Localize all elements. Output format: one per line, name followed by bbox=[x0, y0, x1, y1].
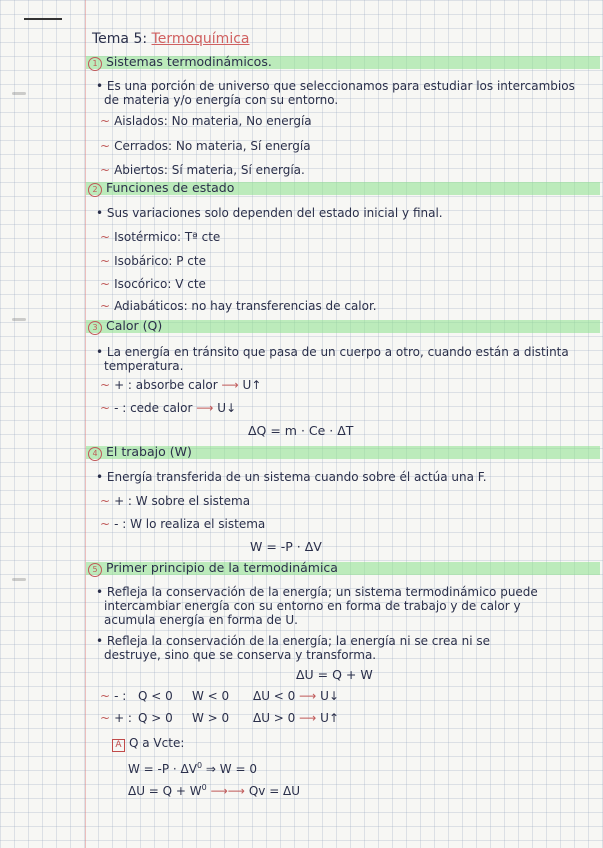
s2-item: ~ Isobárico: P cte bbox=[100, 254, 206, 268]
u-decrease: U↓ bbox=[217, 401, 237, 415]
binder-mark bbox=[12, 92, 26, 95]
section-4-heading bbox=[88, 445, 192, 461]
subsection-a-formula-1: $W = -P \cdot \Delta V^0$ ⇒ W = 0 bbox=[128, 761, 257, 776]
du-positive: ΔU > 0 ⟶ U↑ bbox=[253, 711, 339, 725]
section-number: 5 bbox=[88, 563, 102, 577]
s5-definition-line: • Refleja la conservación de la energía; la energía ni se crea ni se bbox=[96, 634, 490, 648]
heat-formula: ΔQ = m · Ce · ΔT bbox=[248, 423, 354, 438]
section-heading-text: Funciones de estado bbox=[106, 180, 235, 195]
title-prefix: Tema 5: bbox=[92, 31, 152, 47]
s5-definition-line: intercambiar energía con su entorno en forma de trabajo y de calor y bbox=[104, 599, 521, 613]
section-1-heading bbox=[88, 55, 272, 71]
section-heading-text: El trabajo (W) bbox=[106, 444, 192, 459]
section-number: 2 bbox=[88, 183, 102, 197]
subsection-a-formula-2: $\Delta U = Q + W^0$ ⟶⟶ Qv = ΔU bbox=[128, 783, 301, 798]
s1-item: ~ Abiertos: Sí materia, Sí energía. bbox=[100, 163, 305, 177]
binder-mark bbox=[12, 578, 26, 581]
s2-item: ~ Adiabáticos: no hay transferencias de calor. bbox=[100, 299, 377, 313]
s4-plus-rule: ~ + : W sobre el sistema bbox=[100, 494, 251, 508]
top-rule bbox=[24, 18, 62, 20]
s1-definition-line-2: de materia y/o energía con su entorno. bbox=[104, 93, 339, 107]
s4-definition: • Energía transferida de un sistema cuando sobre él actúa una F. bbox=[96, 470, 487, 484]
s2-item: ~ Isotérmico: Tª cte bbox=[100, 230, 221, 244]
title-subject: Termoquímica bbox=[151, 31, 250, 47]
s5-positive-sign: ~ + : bbox=[100, 711, 132, 725]
s1-definition-line-1: • Es una porción de universo que seleccionamos para estudiar los intercambios bbox=[96, 79, 575, 93]
section-highlight bbox=[86, 320, 600, 333]
section-number: 1 bbox=[88, 57, 102, 71]
s4-minus-rule: ~ - : W lo realiza el sistema bbox=[100, 517, 266, 531]
subsection-label: A bbox=[112, 739, 125, 752]
s3-plus-rule: ~ + : absorbe calor ⟶ U↑ bbox=[100, 378, 262, 392]
s1-item: ~ Aislados: No materia, No energía bbox=[100, 114, 312, 128]
q-negative: Q < 0 bbox=[138, 689, 173, 703]
section-number: 4 bbox=[88, 447, 102, 461]
s5-definition-line: • Refleja la conservación de la energía; un sistema termodinámico puede bbox=[96, 585, 538, 599]
section-number: 3 bbox=[88, 321, 102, 335]
w-negative: W < 0 bbox=[192, 689, 230, 703]
s1-item: ~ Cerrados: No materia, Sí energía bbox=[100, 139, 311, 153]
s2-definition: • Sus variaciones solo dependen del estado inicial y final. bbox=[96, 206, 443, 220]
s3-minus-rule: ~ - : cede calor ⟶ U↓ bbox=[100, 401, 237, 415]
work-formula: W = -P · ΔV bbox=[250, 539, 322, 554]
s3-definition-line-2: temperatura. bbox=[104, 359, 184, 373]
section-heading-text: Sistemas termodinámicos. bbox=[106, 54, 272, 69]
u-increase: U↑ bbox=[242, 378, 262, 392]
margin-line bbox=[85, 0, 86, 848]
section-5-heading bbox=[88, 561, 338, 577]
s3-definition-line-1: • La energía en tránsito que pasa de un cuerpo a otro, cuando están a distinta bbox=[96, 345, 569, 359]
s5-definition-line: acumula energía en forma de U. bbox=[104, 613, 298, 627]
subsection-a-heading: A Q a Vcte: bbox=[112, 736, 184, 752]
section-heading-text: Primer principio de la termodinámica bbox=[106, 560, 338, 575]
page-title bbox=[92, 32, 249, 46]
binder-mark bbox=[12, 318, 26, 321]
q-positive: Q > 0 bbox=[138, 711, 173, 725]
section-2-heading bbox=[88, 181, 234, 197]
w-positive: W > 0 bbox=[192, 711, 230, 725]
section-heading-text: Calor (Q) bbox=[106, 318, 163, 333]
s2-item: ~ Isocórico: V cte bbox=[100, 277, 206, 291]
section-3-heading bbox=[88, 319, 162, 335]
du-negative: ΔU < 0 ⟶ U↓ bbox=[253, 689, 339, 703]
first-law-formula: ΔU = Q + W bbox=[296, 667, 373, 682]
s5-negative-sign: ~ - : bbox=[100, 689, 127, 703]
s5-definition-line: destruye, sino que se conserva y transforma. bbox=[104, 648, 377, 662]
